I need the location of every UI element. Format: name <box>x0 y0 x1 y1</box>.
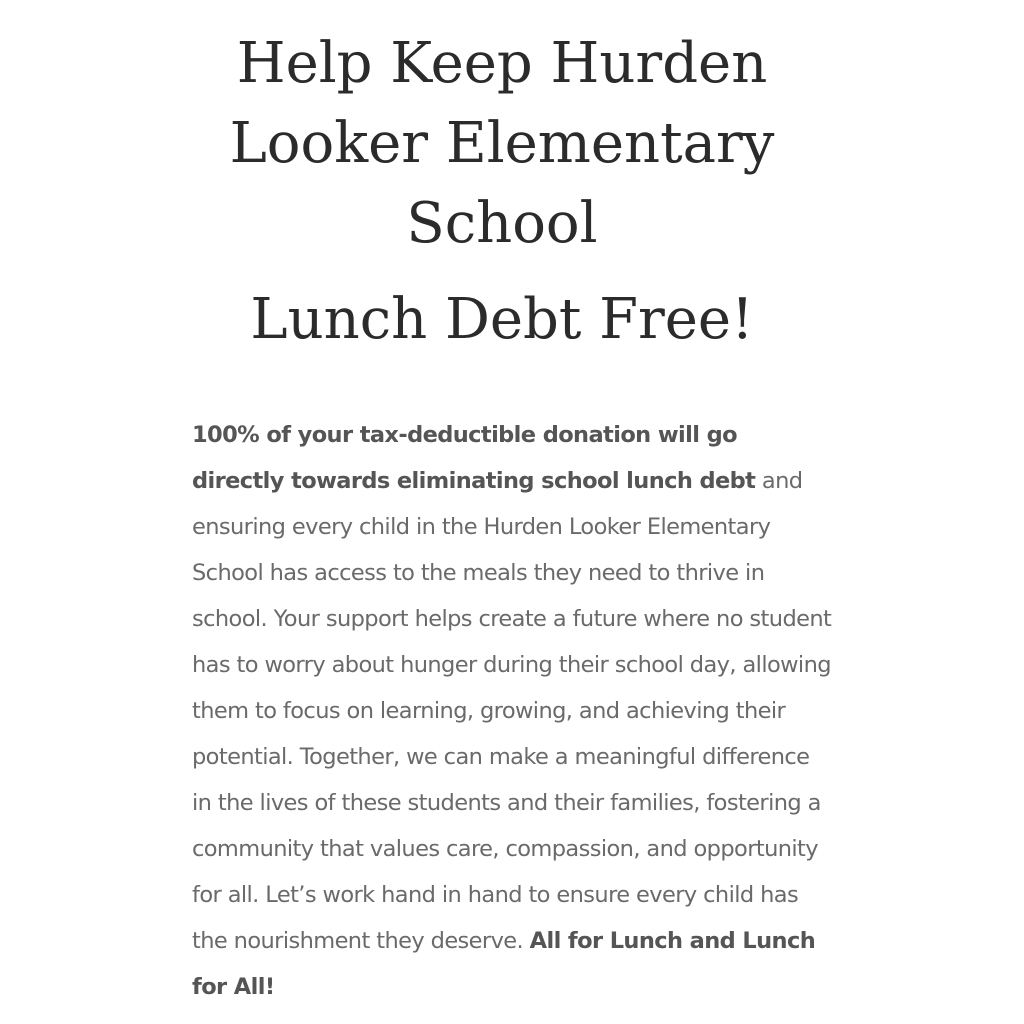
subheading: Lunch Debt Free! <box>250 287 754 352</box>
page-heading <box>0 24 1004 360</box>
donation-description <box>192 412 832 1010</box>
heading-line-1: Help Keep Hurden <box>236 31 768 96</box>
body-text: and ensuring every child in the Hurden Looker Elementary School has access to the meals they need to thrive in school. Your support helps create a future where no student has to worry about hunger during their school day, allowing them to focus on learning, growing, and achieving their potential. Together, we can make a meaningful difference in the lives of these students and their families, fostering a community that values care, compassion, and opportunity for all. Let’s work hand in hand to ensure every child has the nourishment they deserve. <box>192 468 832 954</box>
closing-bold-text: All for Lunch and Lunch for All! <box>192 928 816 1000</box>
heading-line-2: Looker Elementary <box>229 111 775 176</box>
lead-bold-text: 100% of your tax-deductible donation will go directly towards eliminating school lunch debt <box>192 422 756 494</box>
heading-line-3: School <box>406 191 598 256</box>
